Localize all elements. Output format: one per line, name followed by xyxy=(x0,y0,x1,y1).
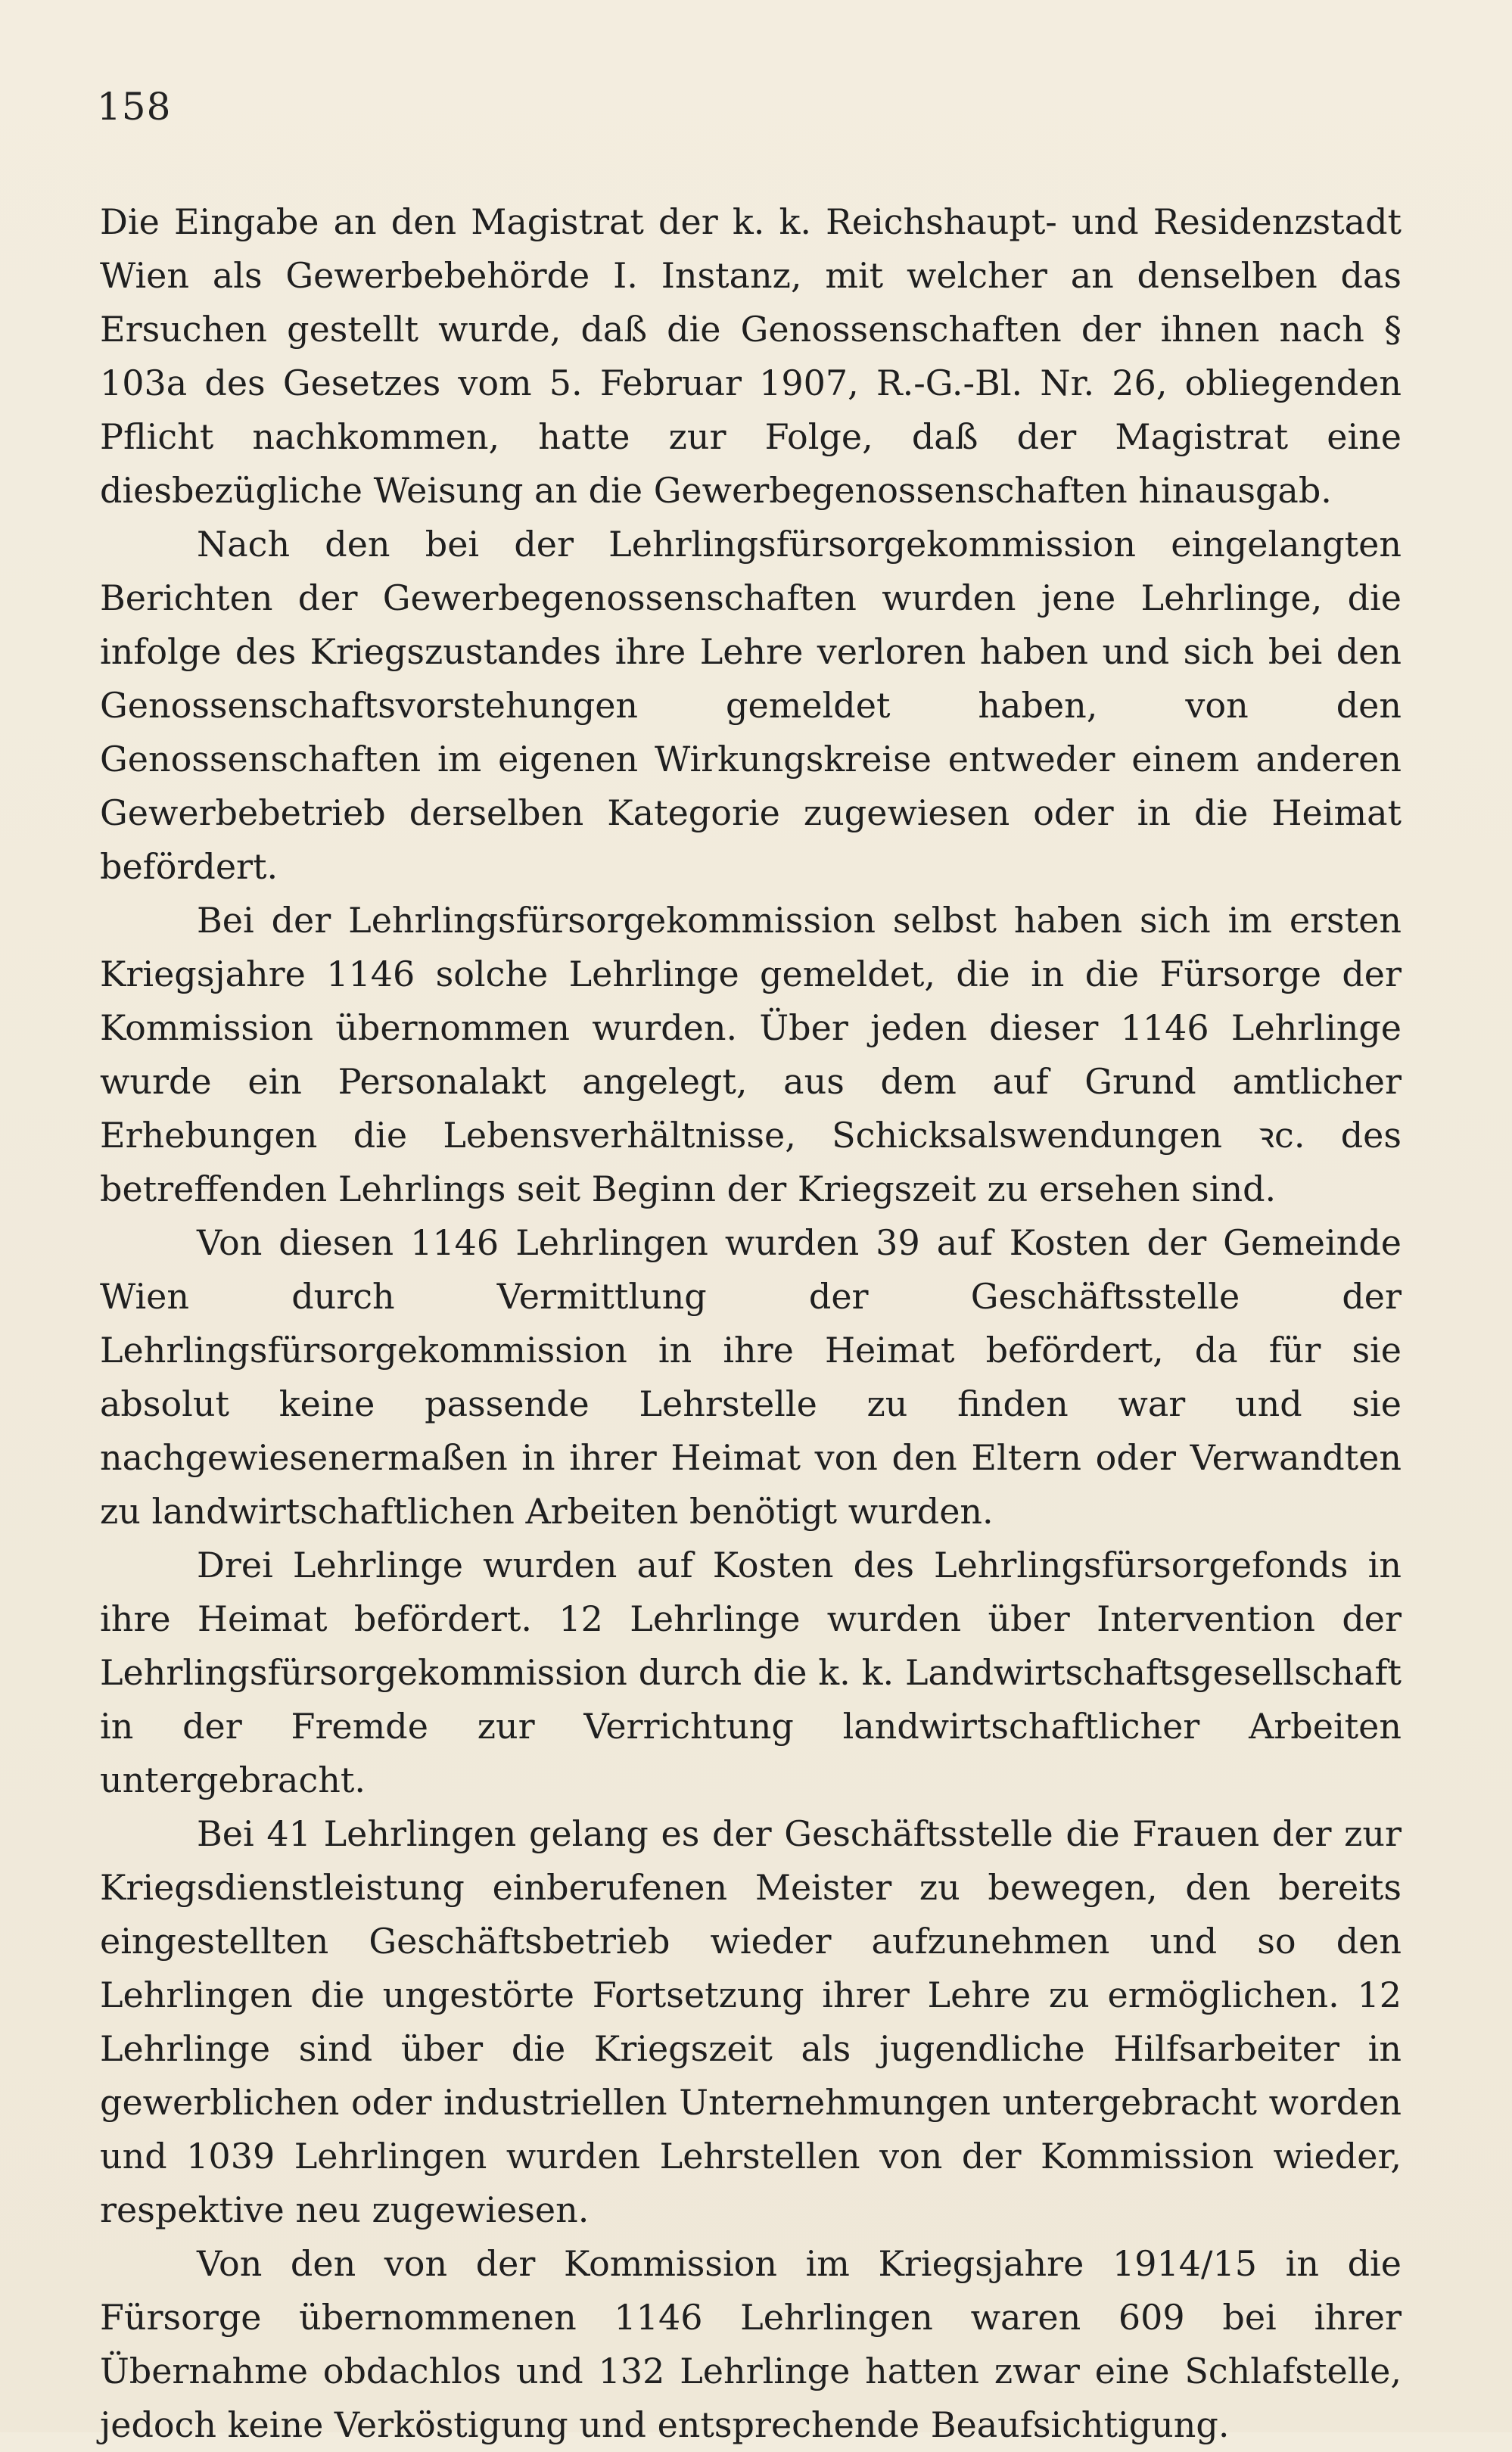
paragraph-7: Von den von der Kommission im Kriegsjahre 1914/15 in die Fürsorge übernommenen 1146 Lehrlingen waren 609 bei ihrer Übernahme obdachlos und 132 Lehrlinge hatten zwar eine Schlafstelle, jedoch keine Verköstigung und entsprechende Beaufsichtigung. xyxy=(100,2243,1402,2445)
paragraph-3: Bei der Lehrlingsfürsorgekommission selbst haben sich im ersten Kriegsjahre 1146 solche Lehrlinge gemeldet, die in die Fürsorge der Kommission übernommen wurden. Über jeden dieser 1146 Lehrlinge wurde ein Personalakt angelegt, aus dem auf Grund amtlicher Erhebungen die Lebensverhältnisse, Schicksalswendungen ꝛc. des betreffenden Lehrlings seit Beginn der Kriegszeit zu ersehen sind. xyxy=(100,900,1402,1209)
paragraph-4: Von diesen 1146 Lehrlingen wurden 39 auf Kosten der Gemeinde Wien durch Vermittlung der Geschäftsstelle der Lehrlingsfürsorgekommission in ihre Heimat befördert, da für sie absolut keine passende Lehrstelle zu finden war und sie nachgewiesenermaßen in ihrer Heimat von den Eltern oder Verwandten zu landwirtschaftlichen Arbeiten benötigt wurden. xyxy=(100,1222,1402,1532)
paragraph-5: Drei Lehrlinge wurden auf Kosten des Lehrlingsfürsorgefonds in ihre Heimat befördert. 12 Lehrlinge wurden über Intervention der Lehrlingsfürsorgekommission durch die k. k. Landwirtschaftsgesellschaft in der Fremde zur Verrichtung landwirtschaftlicher Arbeiten untergebracht. xyxy=(100,1545,1402,1800)
paragraph-6: Bei 41 Lehrlingen gelang es der Geschäftsstelle die Frauen der zur Kriegsdienstleistung einberufenen Meister zu bewegen, den bereits eingestellten Geschäftsbetrieb wieder aufzunehmen und so den Lehrlingen die ungestörte Fortsetzung ihrer Lehre zu ermöglichen. 12 Lehrlinge sind über die Kriegszeit als jugendliche Hilfsarbeiter in gewerblichen oder industriellen Unternehmungen untergebracht worden und 1039 Lehrlingen wurden Lehrstellen von der Kommission wieder, respektive neu zugewiesen. xyxy=(100,1813,1402,2230)
page-number: 158 xyxy=(97,85,172,129)
paragraph-1: Die Eingabe an den Magistrat der k. k. Reichshaupt- und Residenzstadt Wien als Gewerbebehörde I. Instanz, mit welcher an denselben das Ersuchen gestellt wurde, daß die Genossenschaften der ihnen nach § 103a des Gesetzes vom 5. Februar 1907, R.-G.-Bl. Nr. 26, obliegenden Pflicht nachkommen, hatte zur Folge, daß der Magistrat eine diesbezügliche Weisung an die Gewerbegenossenschaften hinausgab. xyxy=(100,201,1402,511)
body-text xyxy=(100,195,1402,2452)
paragraph-2: Nach den bei der Lehrlingsfürsorgekommission eingelangten Berichten der Gewerbegenossenschaften wurden jene Lehrlinge, die infolge des Kriegszustandes ihre Lehre verloren haben und sich bei den Genossenschaftsvorstehungen gemeldet haben, von den Genossenschaften im eigenen Wirkungskreise entweder einem anderen Gewerbebetrieb derselben Kategorie zugewiesen oder in die Heimat befördert. xyxy=(100,524,1402,887)
